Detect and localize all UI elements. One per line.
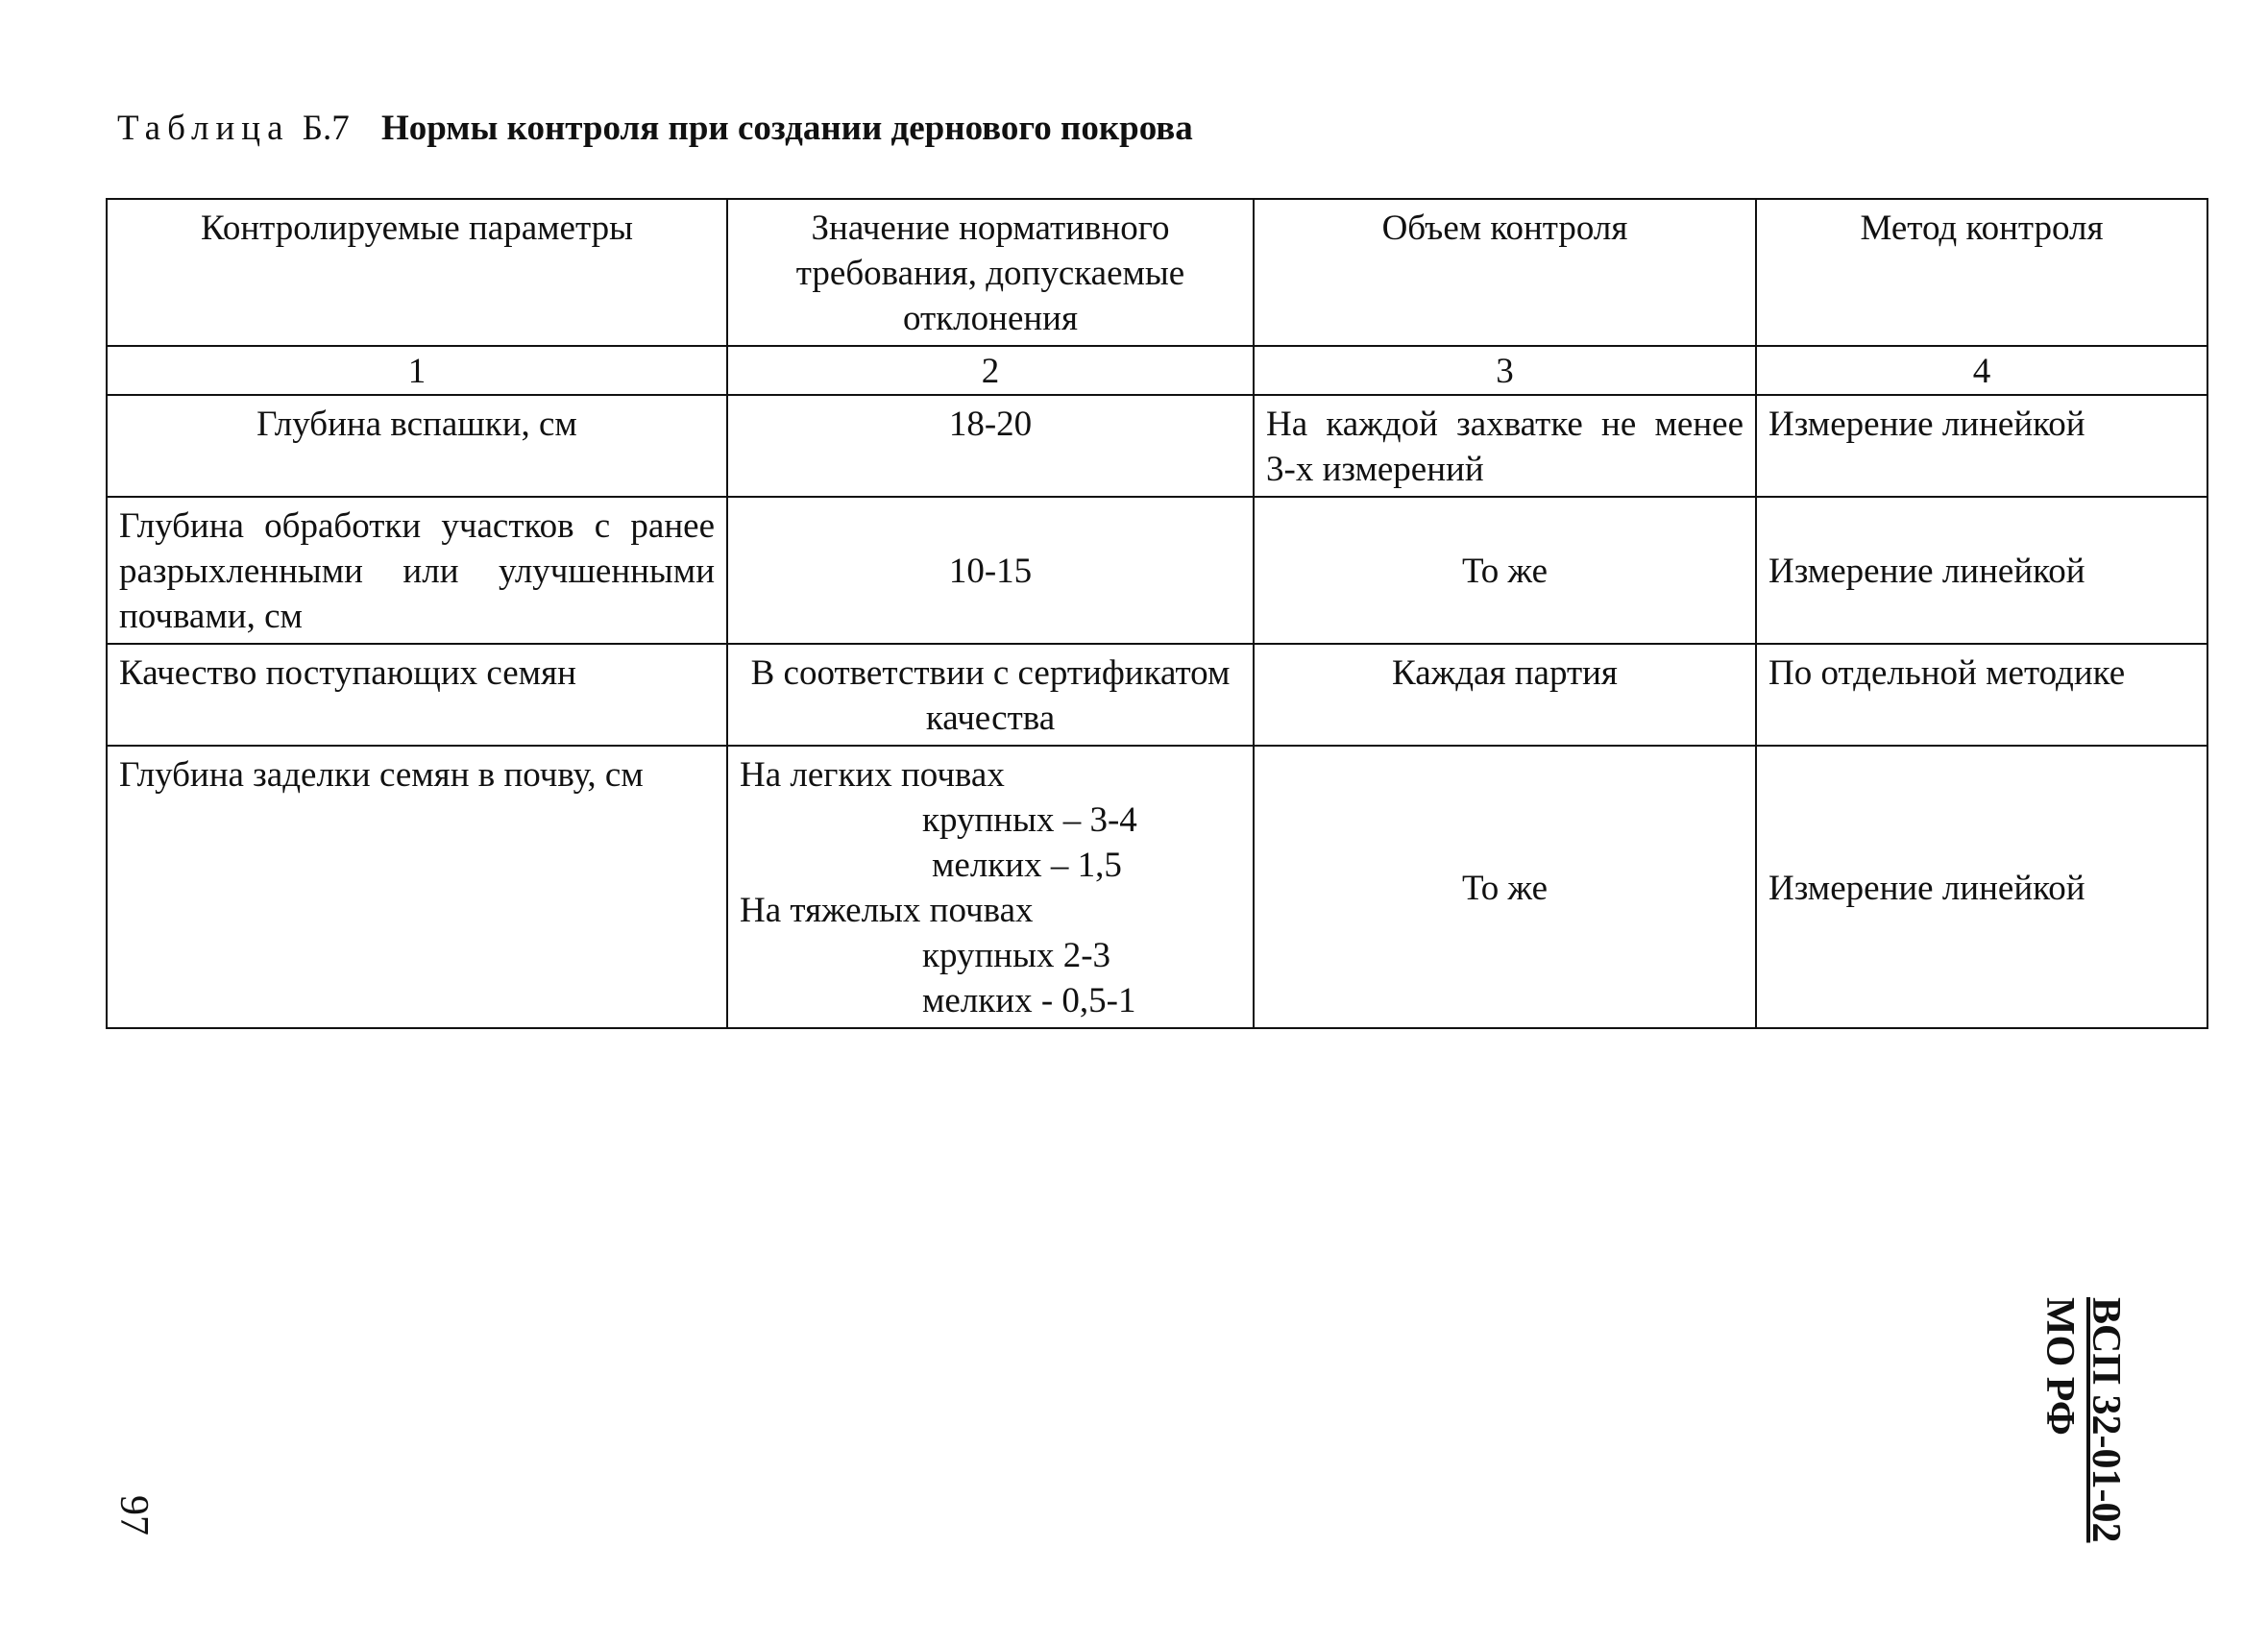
column-number: 3 — [1254, 346, 1756, 395]
table-row — [107, 395, 2207, 497]
document-org: МО РФ — [2037, 1297, 2082, 1436]
table-row — [107, 497, 2207, 644]
caption-label: Таблица — [117, 109, 290, 148]
page-number: 97 — [111, 1495, 156, 1535]
method-cell: Измерение линейкой — [1756, 497, 2207, 644]
caption-title: Нормы контроля при создании дернового покрова — [381, 109, 1193, 148]
control-norms-table — [106, 198, 2208, 1029]
header-method: Метод контроля — [1756, 199, 2207, 346]
value-line: мелких – 1,5 — [932, 846, 1122, 885]
caption-number: Б.7 — [302, 109, 350, 148]
table-caption — [117, 108, 1193, 149]
value-line: На легких почвах — [740, 755, 1005, 795]
value-line: мелких - 0,5-1 — [922, 981, 1136, 1020]
method-cell: Измерение линейкой — [1756, 746, 2207, 1028]
column-number: 4 — [1756, 346, 2207, 395]
table-row — [107, 746, 2207, 1028]
header-params: Контролируемые параметры — [107, 199, 727, 346]
column-number: 2 — [727, 346, 1254, 395]
value-cell: 18-20 — [727, 395, 1254, 497]
header-row — [107, 199, 2207, 346]
volume-cell: То же — [1254, 497, 1756, 644]
column-number-row — [107, 346, 2207, 395]
table-row — [107, 644, 2207, 746]
method-cell: По отдельной методике — [1756, 644, 2207, 746]
document-code: ВСП 32-01-02 — [2084, 1297, 2128, 1543]
method-cell: Измерение линейкой — [1756, 395, 2207, 497]
volume-cell: На каждой захватке не менее 3-х измерений — [1254, 395, 1756, 497]
value-cell: 10-15 — [727, 497, 1254, 644]
document-code-label — [2036, 1297, 2129, 1543]
value-line: крупных 2-3 — [922, 936, 1111, 975]
value-cell: В соответствии с сертификатом качества — [727, 644, 1254, 746]
param-cell: Глубина обработки участков с ранее разрыхленными или улучшенными почвами, см — [107, 497, 727, 644]
volume-cell: Каждая партия — [1254, 644, 1756, 746]
param-cell: Глубина заделки семян в почву, см — [107, 746, 727, 1028]
header-volume: Объем контроля — [1254, 199, 1756, 346]
value-line: крупных – 3-4 — [922, 800, 1137, 840]
volume-cell: То же — [1254, 746, 1756, 1028]
column-number: 1 — [107, 346, 727, 395]
param-cell: Качество поступающих семян — [107, 644, 727, 746]
value-cell — [727, 746, 1254, 1028]
value-line: На тяжелых почвах — [740, 891, 1034, 930]
param-cell: Глубина вспашки, см — [107, 395, 727, 497]
header-value: Значение нормативного требования, допускаемые отклонения — [727, 199, 1254, 346]
